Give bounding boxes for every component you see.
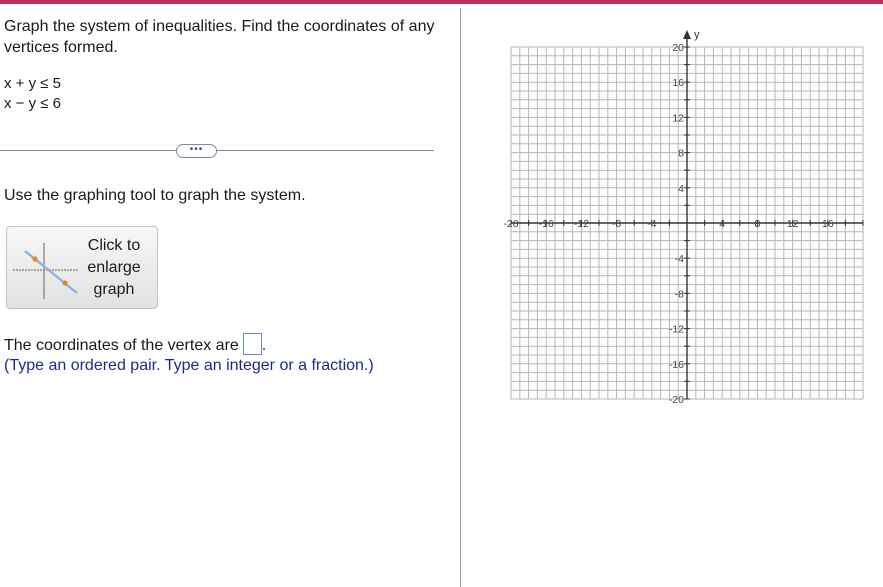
y-tick-label: 16 xyxy=(672,77,684,90)
x-tick-label: -8 xyxy=(611,218,622,230)
vertex-prompt: The coordinates of the vertex are xyxy=(4,337,239,354)
answer-format-hint: (Type an ordered pair. Type an integer or a fraction.) xyxy=(4,357,374,374)
y-tick-label: -16 xyxy=(668,358,684,371)
enlarge-graph-label: Click to enlarge graph xyxy=(87,237,141,298)
x-tick-label: -4 xyxy=(647,218,657,230)
y-axis-label: y xyxy=(694,29,700,41)
y-tick-label: 8 xyxy=(678,147,684,160)
y-tick-label: 4 xyxy=(678,182,684,195)
y-tick-label: 20 xyxy=(672,42,684,54)
section-divider xyxy=(0,150,434,151)
x-tick-label: 4 xyxy=(719,218,726,230)
x-tick-label: -12 xyxy=(573,218,589,230)
enlarge-graph-button[interactable] xyxy=(6,226,158,309)
question-text: Graph the system of inequalities. Find the coordinates of any vertices formed. xyxy=(4,18,435,56)
x-tick-label: -16 xyxy=(538,218,554,230)
graph-thumbnail-icon xyxy=(13,237,85,299)
x-tick-label: 16 xyxy=(821,218,834,230)
top-accent-bar xyxy=(0,0,883,4)
instruction-text: Use the graphing tool to graph the system. xyxy=(4,187,306,204)
inequality-2: x − y ≤ 6 xyxy=(4,95,62,112)
y-tick-label: 12 xyxy=(672,112,684,125)
vertex-answer-input[interactable] xyxy=(243,333,262,355)
x-tick-label: 8 xyxy=(754,218,761,230)
y-tick-label: -20 xyxy=(668,394,684,406)
y-axis-arrow-icon xyxy=(683,30,691,39)
y-tick-label: -4 xyxy=(674,253,684,266)
more-options-button[interactable]: ••• xyxy=(176,144,217,158)
coordinate-graph[interactable] xyxy=(505,18,883,410)
y-tick-label: -8 xyxy=(674,288,684,301)
inequality-1: x + y ≤ 5 xyxy=(4,75,62,92)
vertex-answer-row xyxy=(4,333,266,355)
x-tick-label: -20 xyxy=(503,218,519,230)
pane-divider xyxy=(460,8,461,587)
y-tick-label: -12 xyxy=(668,323,684,336)
vertex-suffix: . xyxy=(261,337,267,354)
x-tick-label: 12 xyxy=(786,218,799,230)
